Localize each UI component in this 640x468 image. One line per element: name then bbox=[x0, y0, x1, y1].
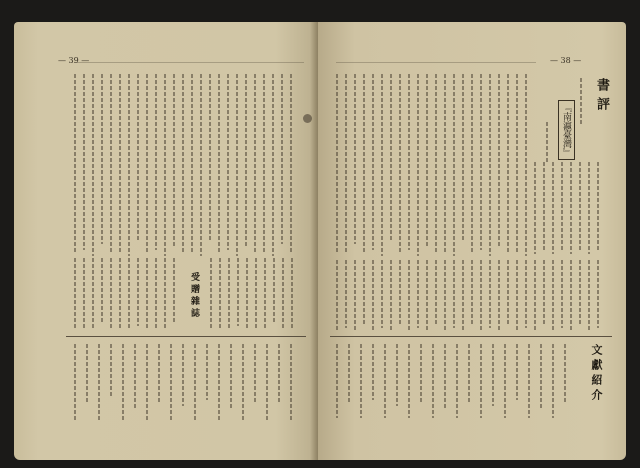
text-column bbox=[155, 74, 157, 250]
text-column bbox=[525, 74, 527, 256]
text-column bbox=[381, 74, 383, 256]
text-column bbox=[254, 74, 256, 254]
text-column bbox=[164, 258, 166, 330]
text-column bbox=[336, 260, 338, 330]
text-column bbox=[219, 258, 221, 328]
text-column bbox=[164, 74, 166, 256]
text-column bbox=[92, 258, 94, 330]
text-column bbox=[363, 260, 365, 324]
text-column bbox=[426, 260, 428, 330]
text-column bbox=[507, 74, 509, 254]
list-entry-column bbox=[564, 344, 566, 404]
text-column bbox=[525, 260, 527, 328]
text-column bbox=[435, 74, 437, 254]
list-entry-column bbox=[206, 344, 208, 400]
list-entry-column bbox=[420, 344, 422, 402]
right-page bbox=[318, 22, 626, 460]
text-column bbox=[561, 260, 563, 328]
reviewer-credit-column bbox=[546, 122, 548, 162]
text-column bbox=[345, 260, 347, 328]
received-journals-heading: 受贈雜誌 bbox=[189, 272, 199, 320]
text-column bbox=[516, 260, 518, 330]
text-column bbox=[245, 74, 247, 248]
text-column bbox=[453, 260, 455, 328]
list-entry-column bbox=[456, 344, 458, 418]
list-entry-column bbox=[266, 344, 268, 420]
text-column bbox=[155, 258, 157, 328]
bibliography-heading: 文獻紹介 bbox=[590, 344, 603, 404]
text-column bbox=[390, 260, 392, 330]
list-entry-column bbox=[158, 344, 160, 402]
list-entry-column bbox=[372, 344, 374, 400]
left-header-rule bbox=[74, 62, 304, 63]
text-column bbox=[498, 260, 500, 330]
text-column bbox=[471, 260, 473, 326]
list-entry-column bbox=[74, 344, 76, 420]
text-column bbox=[399, 260, 401, 326]
open-book bbox=[14, 22, 626, 460]
text-column bbox=[588, 162, 590, 254]
text-column bbox=[516, 74, 518, 252]
text-column bbox=[272, 74, 274, 256]
text-column bbox=[200, 74, 202, 256]
list-entry-column bbox=[480, 344, 482, 418]
text-column bbox=[83, 74, 85, 250]
text-column bbox=[290, 74, 292, 254]
text-column bbox=[182, 74, 184, 254]
text-column bbox=[408, 260, 410, 330]
text-column bbox=[588, 260, 590, 330]
list-entry-column bbox=[384, 344, 386, 418]
text-column bbox=[552, 260, 554, 330]
text-column bbox=[417, 74, 419, 256]
reviewed-book-title: 『南瀛臺灣』 bbox=[558, 100, 575, 160]
text-column bbox=[408, 74, 410, 250]
text-column bbox=[534, 260, 536, 330]
text-column bbox=[209, 74, 211, 240]
text-column bbox=[263, 74, 265, 252]
list-entry-column bbox=[170, 344, 172, 420]
text-column bbox=[462, 260, 464, 330]
text-column bbox=[363, 74, 365, 254]
text-column bbox=[543, 162, 545, 252]
text-column bbox=[146, 74, 148, 254]
text-column bbox=[480, 260, 482, 330]
text-column bbox=[291, 258, 293, 328]
text-column bbox=[246, 258, 248, 330]
list-entry-column bbox=[468, 344, 470, 402]
text-column bbox=[570, 260, 572, 330]
text-column bbox=[236, 74, 238, 256]
text-column bbox=[543, 260, 545, 326]
list-entry-column bbox=[290, 344, 292, 420]
text-column bbox=[101, 74, 103, 244]
list-entry-column bbox=[278, 344, 280, 402]
text-column bbox=[281, 74, 283, 244]
left-section-divider bbox=[66, 336, 306, 337]
text-column bbox=[345, 74, 347, 254]
text-column bbox=[597, 162, 599, 250]
text-column bbox=[354, 74, 356, 244]
list-entry-column bbox=[396, 344, 398, 406]
text-column bbox=[507, 260, 509, 324]
list-entry-column bbox=[492, 344, 494, 406]
text-column bbox=[74, 258, 76, 330]
list-entry-column bbox=[528, 344, 530, 418]
text-column bbox=[119, 74, 121, 252]
text-column bbox=[390, 74, 392, 242]
list-entry-column bbox=[254, 344, 256, 404]
list-entry-column bbox=[516, 344, 518, 400]
book-review-heading: 書評 bbox=[594, 78, 609, 116]
text-column bbox=[579, 260, 581, 326]
text-column bbox=[597, 260, 599, 328]
text-column bbox=[336, 74, 338, 252]
list-entry-column bbox=[242, 344, 244, 420]
right-header-rule bbox=[336, 62, 536, 63]
text-column bbox=[354, 260, 356, 330]
text-column bbox=[480, 74, 482, 250]
text-column bbox=[137, 74, 139, 242]
text-column bbox=[372, 74, 374, 250]
list-entry-column bbox=[432, 344, 434, 418]
list-entry-column bbox=[218, 344, 220, 420]
text-column bbox=[110, 74, 112, 254]
text-column bbox=[273, 258, 275, 324]
text-column bbox=[489, 260, 491, 328]
text-column bbox=[471, 74, 473, 254]
text-column bbox=[83, 258, 85, 328]
list-entry-column bbox=[182, 344, 184, 406]
text-column bbox=[381, 260, 383, 328]
list-entry-column bbox=[360, 344, 362, 418]
left-page-number: — 39 — bbox=[58, 56, 90, 65]
list-entry-column bbox=[194, 344, 196, 420]
list-entry-column bbox=[134, 344, 136, 408]
list-entry-column bbox=[122, 344, 124, 420]
text-column bbox=[227, 74, 229, 250]
list-entry-column bbox=[504, 344, 506, 418]
text-column bbox=[101, 258, 103, 324]
text-column bbox=[173, 258, 175, 322]
text-column bbox=[264, 258, 266, 330]
list-entry-column bbox=[336, 344, 338, 418]
left-page bbox=[14, 22, 318, 460]
list-entry-column bbox=[110, 344, 112, 398]
list-entry-column bbox=[230, 344, 232, 410]
text-column bbox=[426, 74, 428, 246]
text-column bbox=[119, 258, 121, 328]
text-column bbox=[128, 74, 130, 256]
text-column bbox=[191, 74, 193, 252]
text-column bbox=[444, 74, 446, 252]
text-column bbox=[453, 74, 455, 256]
list-entry-column bbox=[444, 344, 446, 408]
text-column bbox=[417, 260, 419, 328]
text-column bbox=[444, 260, 446, 330]
text-column bbox=[534, 162, 536, 254]
text-column bbox=[561, 162, 563, 250]
text-column bbox=[137, 258, 139, 326]
text-column bbox=[282, 258, 284, 330]
list-entry-column bbox=[86, 344, 88, 404]
right-section-divider bbox=[330, 336, 612, 337]
text-column bbox=[110, 258, 112, 330]
text-column bbox=[210, 258, 212, 330]
list-entry-column bbox=[348, 344, 350, 404]
right-page-number: — 38 — bbox=[550, 56, 582, 65]
text-column bbox=[128, 258, 130, 330]
list-entry-column bbox=[552, 344, 554, 418]
text-column bbox=[372, 260, 374, 330]
text-column bbox=[498, 74, 500, 248]
list-entry-column bbox=[540, 344, 542, 408]
text-column bbox=[74, 74, 76, 254]
text-column bbox=[237, 258, 239, 326]
text-column bbox=[92, 74, 94, 256]
text-column bbox=[462, 74, 464, 240]
list-entry-column bbox=[408, 344, 410, 418]
author-credit-column bbox=[580, 78, 582, 126]
text-column bbox=[489, 74, 491, 256]
text-column bbox=[552, 162, 554, 254]
text-column bbox=[435, 260, 437, 324]
text-column bbox=[255, 258, 257, 328]
list-entry-column bbox=[146, 344, 148, 420]
text-column bbox=[579, 162, 581, 252]
text-column bbox=[173, 74, 175, 246]
text-column bbox=[570, 162, 572, 254]
text-column bbox=[228, 258, 230, 330]
list-entry-column bbox=[98, 344, 100, 420]
text-column bbox=[146, 258, 148, 330]
text-column bbox=[399, 74, 401, 254]
text-column bbox=[218, 74, 220, 254]
